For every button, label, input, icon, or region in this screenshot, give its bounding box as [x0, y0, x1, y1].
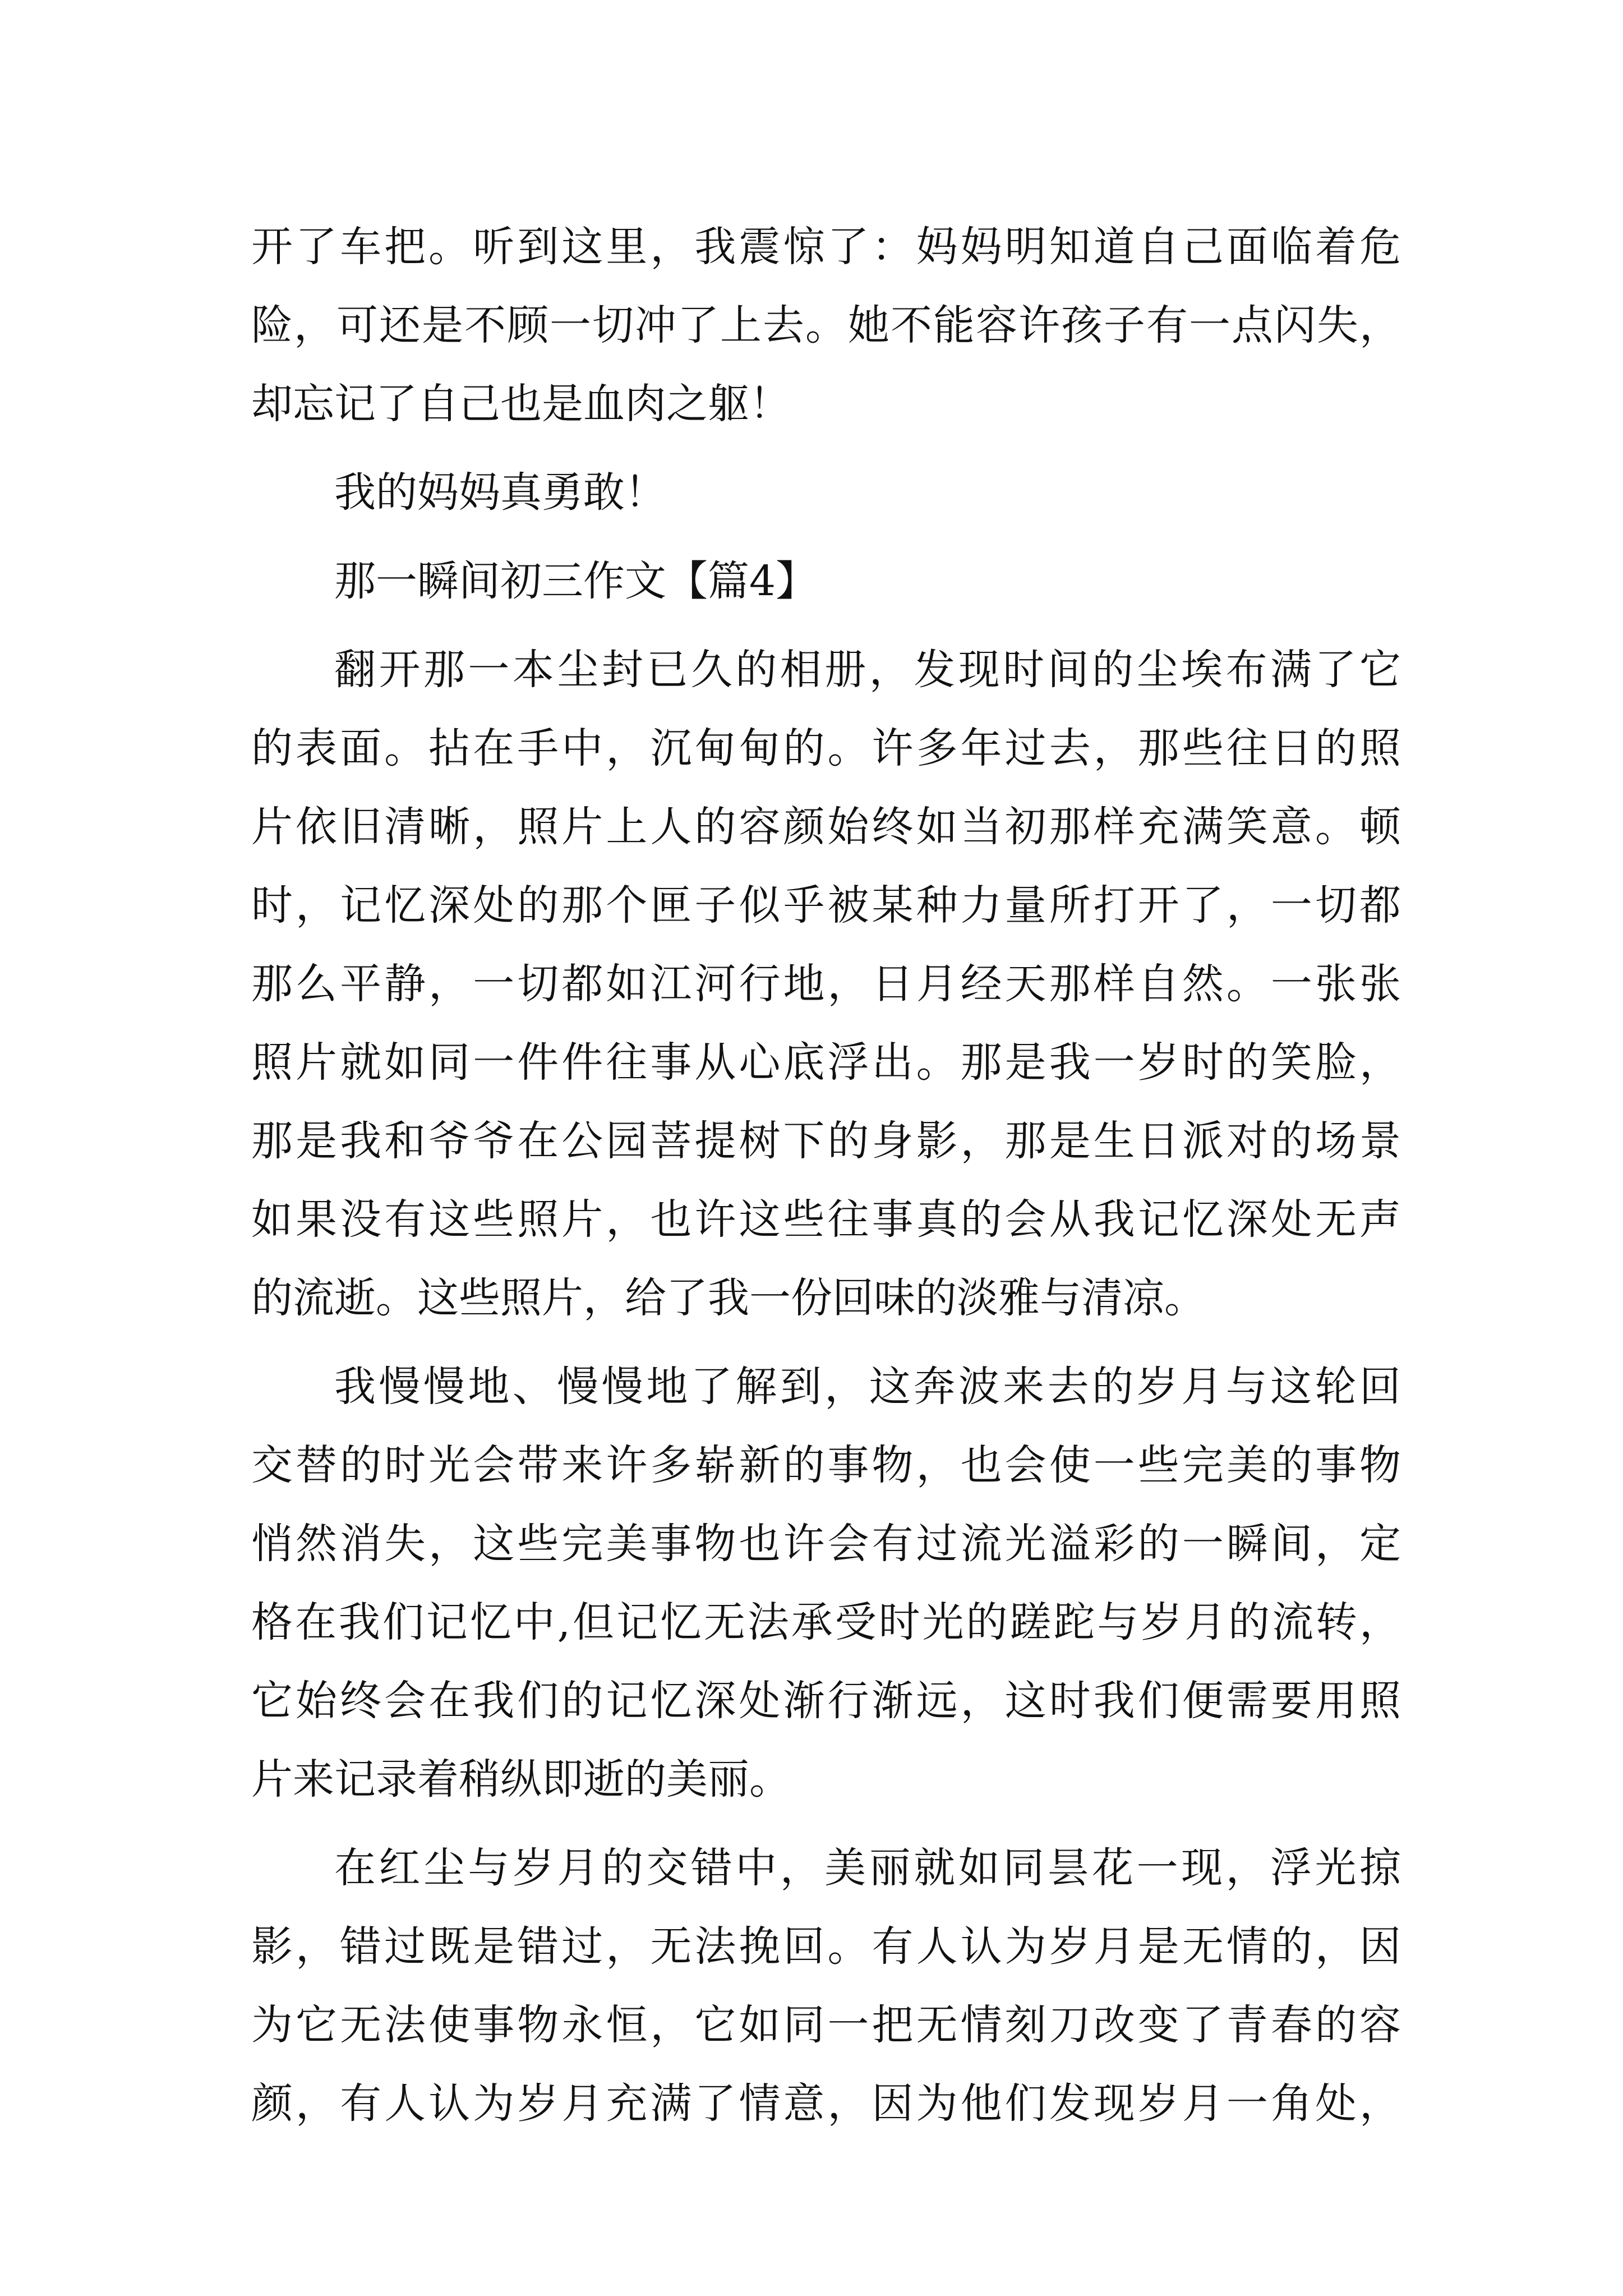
text-line: 影，错过既是错过，无法挽回。有人认为岁月是无情的，因 — [251, 1922, 1401, 1971]
text-line: 我的妈妈真勇敢！ — [334, 468, 666, 517]
text-line: 那是我和爷爷在公园菩提树下的身影，那是生日派对的场景 — [251, 1117, 1401, 1165]
text-line: 开了车把。听到这里，我震惊了：妈妈明知道自己面临着危 — [251, 223, 1401, 271]
text-line: 险，可还是不顾一切冲了上去。她不能容许孩子有一点闪失， — [251, 301, 1401, 349]
essay-body — [251, 208, 1401, 2143]
text-line: 那一瞬间初三作文【篇4】 — [334, 557, 818, 605]
text-line: 片依旧清晰，照片上人的容颜始终如当初那样充满笑意。顿 — [251, 803, 1401, 851]
text-line: 片来记录着稍纵即逝的美丽。 — [251, 1755, 791, 1803]
text-line: 颜，有人认为岁月充满了情意，因为他们发现岁月一角处， — [251, 2079, 1401, 2128]
text-line: 为它无法使事物永恒，它如同一把无情刻刀改变了青春的容 — [251, 2001, 1401, 2049]
text-line: 却忘记了自己也是血肉之躯！ — [251, 380, 791, 428]
text-line: 在红尘与岁月的交错中，美丽就如同昙花一现，浮光掠 — [334, 1844, 1401, 1892]
text-line: 翻开那一本尘封已久的相册，发现时间的尘埃布满了它 — [334, 646, 1401, 694]
text-line: 那么平静，一切都如江河行地，日月经天那样自然。一张张 — [251, 960, 1401, 1008]
text-line: 照片就如同一件件往事从心底浮出。那是我一岁时的笑脸， — [251, 1038, 1401, 1087]
text-line: 我慢慢地、慢慢地了解到，这奔波来去的岁月与这轮回 — [334, 1363, 1401, 1411]
text-line: 如果没有这些照片，也许这些往事真的会从我记忆深处无声 — [251, 1195, 1401, 1244]
text-line: 的流逝。这些照片，给了我一份回味的淡雅与清凉。 — [251, 1274, 1206, 1322]
text-line: 时，记忆深处的那个匣子似乎被某种力量所打开了，一切都 — [251, 881, 1401, 930]
text-line: 的表面。拈在手中，沉甸甸的。许多年过去，那些往日的照 — [251, 724, 1401, 772]
text-line: 悄然消失，这些完美事物也许会有过流光溢彩的一瞬间，定 — [251, 1520, 1401, 1568]
text-line: 它始终会在我们的记忆深处渐行渐远，这时我们便需要用照 — [251, 1677, 1401, 1725]
text-line: 交替的时光会带来许多崭新的事物，也会使一些完美的事物 — [251, 1441, 1401, 1489]
text-line: 格在我们记忆中,但记忆无法承受时光的蹉跎与岁月的流转， — [251, 1598, 1401, 1646]
